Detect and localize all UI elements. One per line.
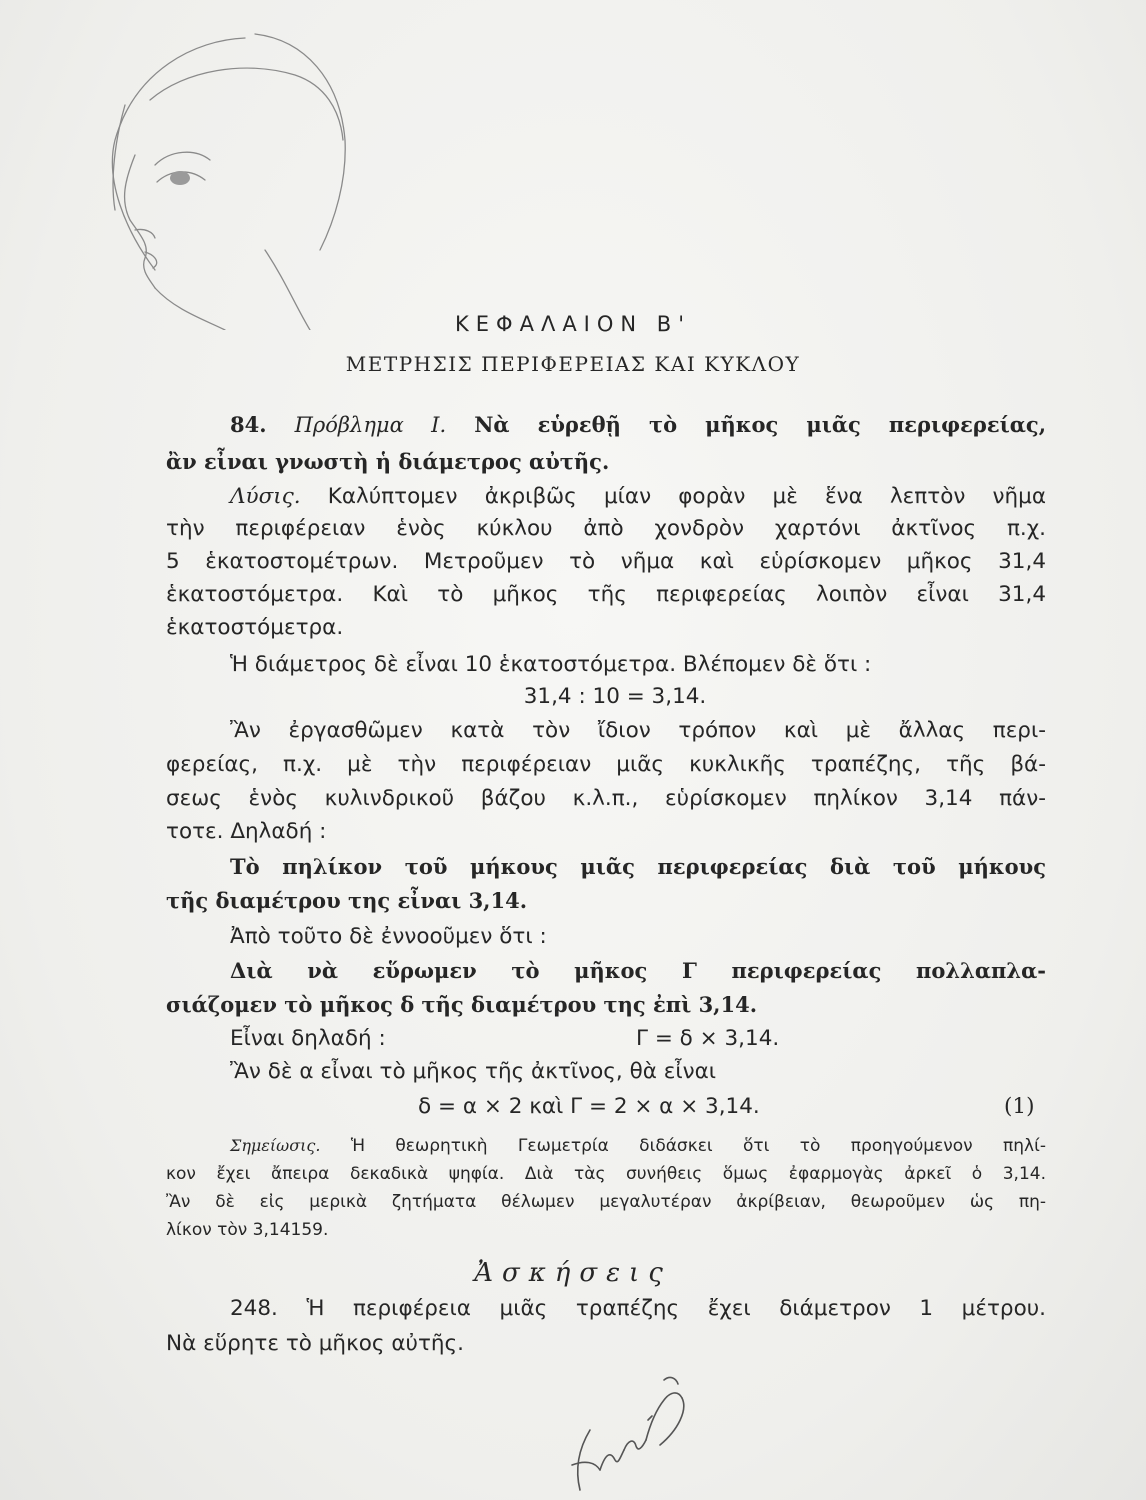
note-line-4: λίκον τὸν 3,14159.	[166, 1220, 329, 1240]
chapter-heading: ΚΕΦΑΛΑΙΟΝ Β'	[455, 312, 691, 336]
problem-line-1	[230, 410, 1046, 440]
solution-line-8: φερείας, π.χ. μὲ τὴν περιφέρειαν μιᾶς κυκλικῆς τραπέζης, τῆς βά-	[166, 752, 1046, 777]
problem-statement: Νὰ εὑρεθῇ τὸ μῆκος μιᾶς περιφερείας,	[474, 412, 1047, 437]
solution-line-10: τοτε. Δηλαδή :	[166, 819, 327, 844]
note-line-1	[230, 1134, 1046, 1158]
solution-line-9: σεως ἑνὸς κυλινδρικοῦ βάζου κ.λ.π., εὑρίσκομεν πηλίκον 3,14 πάν-	[166, 786, 1046, 811]
exercises-heading: Ἀσκήσεις	[474, 1258, 672, 1288]
equation-circumference: Γ = δ × 3,14.	[636, 1026, 780, 1051]
note-line-2: κον ἔχει ἄπειρα δεκαδικὰ ψηφία. Διὰ τὰς συνήθεις ὅμως ἐφαρμογὰς ἀρκεῖ ὁ 3,14.	[166, 1164, 1046, 1184]
note-line-3: Ἂν δὲ εἰς μερικὰ ζητήματα θέλωμεν μεγαλυτέραν ἀκρίβειαν, θεωροῦμεν ὡς πη-	[166, 1192, 1046, 1212]
solution-line-4: ἑκατοστόμετρα. Καὶ τὸ μῆκος τῆς περιφερείας λοιπὸν εἶναι 31,4	[166, 582, 1046, 607]
solution-line-11: Ἀπὸ τοῦτο δὲ ἐννοοῦμεν ὅτι :	[230, 924, 547, 949]
rule-2-line-1: Διὰ νὰ εὕρωμεν τὸ μῆκος Γ περιφερείας πολλαπλα-	[230, 958, 1046, 983]
rule-2-line-2: σιάζομεν τὸ μῆκος δ τῆς διαμέτρου της ἐπὶ 3,14.	[166, 992, 758, 1017]
solution-line-1	[230, 482, 1046, 512]
note-label: Σημείωσις.	[230, 1136, 321, 1155]
solution-line-5: ἑκατοστόμετρα.	[166, 615, 344, 640]
handwritten-signature	[560, 1370, 710, 1495]
solution-line-2: τὴν περιφέρειαν ἑνὸς κύκλου ἀπὸ χονδρὸν χαρτόνι ἀκτῖνος π.χ.	[166, 516, 1046, 541]
solution-line-3: 5 ἑκατοστομέτρων. Μετροῦμεν τὸ νῆμα καὶ εὑρίσκομεν μῆκος 31,4	[166, 549, 1046, 574]
problem-label: Πρόβλημα Ι.	[294, 413, 447, 437]
solution-line-12: Εἶναι δηλαδή :	[230, 1026, 386, 1051]
note-text-1: Ἡ θεωρητικὴ Γεωμετρία διδάσκει ὅτι τὸ προηγούμενον πηλί-	[350, 1136, 1046, 1156]
rule-1-line-2: τῆς διαμέτρου της εἶναι 3,14.	[166, 888, 528, 913]
equation-radius: δ = α × 2 καὶ Γ = 2 × α × 3,14.	[418, 1094, 760, 1119]
problem-line-2: ἂν εἶναι γνωστὴ ἡ διάμετρος αὐτῆς.	[166, 449, 610, 474]
face-sketch-drawing	[95, 30, 355, 330]
exercise-248-line-2: Νὰ εὕρητε τὸ μῆκος αὐτῆς.	[166, 1331, 464, 1356]
solution-line-13: Ἂν δὲ α εἶναι τὸ μῆκος τῆς ἀκτῖνος, θὰ εἶναι	[230, 1059, 717, 1084]
chapter-title: ΜΕΤΡΗΣΙΣ ΠΕΡΙΦΕΡΕΙΑΣ ΚΑΙ ΚΥΚΛΟΥ	[345, 352, 801, 376]
solution-line-6: Ἡ διάμετρος δὲ εἶναι 10 ἑκατοστόμετρα. Βλέπομεν δὲ ὅτι :	[230, 652, 872, 677]
solution-text-1: Καλύπτομεν ἀκριβῶς μίαν φορὰν μὲ ἕνα λεπτὸν νῆμα	[327, 484, 1046, 509]
problem-number: 84.	[230, 412, 267, 437]
exercise-248-line-1: 248. Ἡ περιφέρεια μιᾶς τραπέζης ἔχει διάμετρον 1 μέτρου.	[230, 1296, 1046, 1321]
solution-line-7: Ἂν ἐργασθῶμεν κατὰ τὸν ἴδιον τρόπον καὶ μὲ ἄλλας περι-	[230, 718, 1046, 743]
equation-number: (1)	[1004, 1094, 1035, 1119]
equation-ratio: 31,4 : 10 = 3,14.	[523, 684, 707, 709]
solution-label: Λύσις.	[230, 484, 301, 509]
rule-1-line-1: Τὸ πηλίκον τοῦ μήκους μιᾶς περιφερείας διὰ τοῦ μήκους	[230, 854, 1046, 879]
